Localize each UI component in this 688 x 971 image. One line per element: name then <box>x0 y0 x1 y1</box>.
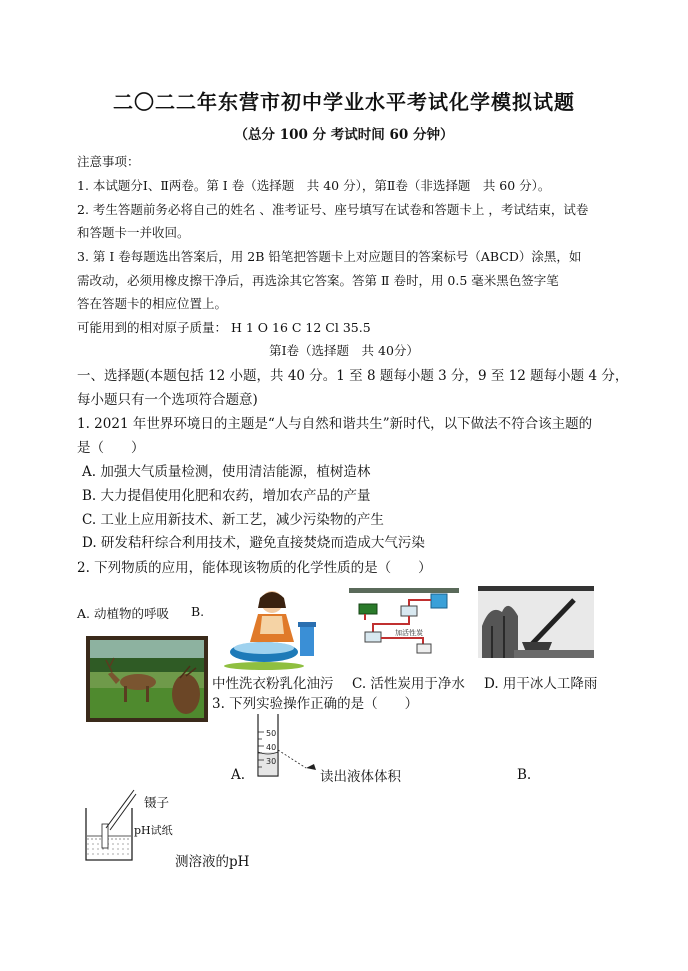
q1-stem-line-1: 1. 2021 年世界环境日的主题是“人与自然和谐共生”新时代，以下做法不符合该主题的 <box>77 416 593 432</box>
tweezers-label: 镊子 <box>144 795 170 810</box>
exam-title: 二〇二二年东营市初中学业水平考试化学模拟试题 <box>113 90 575 114</box>
notice-item-2-line-1: 2. 考生答题前务必将自己的姓名 、准考证号、座号填写在试卷和答题卡上 ，考试结束，试卷 <box>77 202 589 217</box>
q2-option-a: A. 动植物的呼吸 <box>77 606 169 621</box>
notice-item-3-line-3: 答在答题卡的相应位置上。 <box>77 296 228 311</box>
cylinder-tick-40: 40 <box>266 743 277 752</box>
q1-option-c: C. 工业上应用新技术、新工艺，减少污染物的产生 <box>82 512 384 528</box>
exam-subtitle: （总分 100 分 考试时间 60 分钟） <box>234 127 454 143</box>
notice-heading: 注意事项： <box>77 154 140 169</box>
cylinder-tick-50: 50 <box>266 729 277 738</box>
q1-option-a: A. 加强大气质量检测，使用清洁能源，植树造林 <box>82 464 371 480</box>
graduated-cylinder-diagram <box>254 710 324 780</box>
water-filter-diagram <box>349 588 459 654</box>
section-1-line-2: 每小题只有一个选项符合题意) <box>77 392 258 408</box>
q1-stem-line-2: 是（ ） <box>77 440 145 456</box>
q2-stem: 2. 下列物质的应用，能体现该物质的化学性质的是（ ） <box>77 560 432 576</box>
notice-item-3-line-1: 3. 第 Ⅰ 卷每题选出答案后，用 2B 铅笔把答题卡上对应题目的答案标号（ABCD）涂黑，如 <box>77 249 582 264</box>
deer-photo <box>86 636 208 722</box>
part-1-heading: 第Ⅰ卷（选择题 共 40分） <box>269 343 419 358</box>
girl-washing-picture <box>214 586 330 672</box>
artificial-rain-photo <box>478 586 594 658</box>
q3-option-b-text: 测溶液的pH <box>175 854 250 870</box>
ph-paper-label: pH试纸 <box>134 824 173 837</box>
q2-option-d: D. 用干冰人工降雨 <box>484 676 598 692</box>
q2-option-b-letter: B. <box>191 604 205 619</box>
q1-option-b: B. 大力提倡使用化肥和农药，增加农产品的产量 <box>82 488 371 504</box>
q1-option-d: D. 研发秸秆综合利用技术，避免直接焚烧而造成大气污染 <box>82 535 425 551</box>
q3-option-b-letter: B. <box>517 767 532 783</box>
filter-label: 加活性炭 <box>395 629 423 637</box>
q2-option-c: C. 活性炭用于净水 <box>352 676 465 692</box>
q3-option-a-letter: A. <box>231 767 246 783</box>
q2-option-b-text: 中性洗衣粉乳化油污 <box>212 676 334 692</box>
q3-option-a-text: 读出液体体积 <box>320 769 401 785</box>
atomic-mass-line: 可能用到的相对原子质量： H 1 O 16 C 12 Cl 35.5 <box>77 320 371 335</box>
section-1-line-1: 一、选择题(本题包括 12 小题，共 40 分。1 至 8 题每小题 3 分，9 至 12 题每小题 4 分， <box>77 368 629 384</box>
notice-item-1: 1. 本试题分Ⅰ、Ⅱ两卷。第 Ⅰ 卷（选择题 共 40 分），第Ⅱ卷（非选择题 共 60 分）。 <box>77 178 551 193</box>
eye-icon <box>306 764 316 770</box>
cylinder-tick-30: 30 <box>266 757 277 766</box>
notice-item-2-line-2: 和答题卡一并收回。 <box>77 225 190 240</box>
notice-item-3-line-2: 需改动，必须用橡皮擦干净后，再选涂其它答案。答第 Ⅱ 卷时，用 0.5 毫米黑色签字笔 <box>77 273 559 288</box>
q3-stem: 3. 下列实验操作正确的是（ ） <box>212 696 419 712</box>
ph-test-diagram <box>80 786 140 866</box>
